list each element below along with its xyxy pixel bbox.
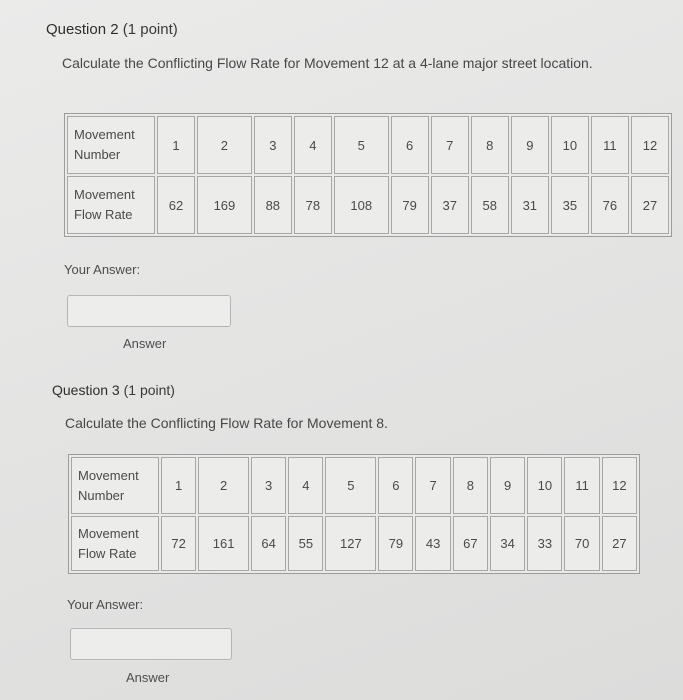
q2-question-text: Calculate the Conflicting Flow Rate for Movement 12 at a 4-lane major street location. (62, 55, 593, 71)
q2-number-header-line2: Number (74, 147, 121, 162)
q2-flow-rate-cell: 62 (157, 176, 195, 234)
q2-answer-caption: Answer (123, 336, 167, 351)
q2-number-header-line1: Movement (74, 127, 135, 142)
q2-flow-rate-cell: 78 (294, 176, 332, 234)
q2-flow-header-line2: Flow Rate (74, 207, 133, 222)
q2-flow-header (67, 176, 155, 234)
q2-flow-rate-cell: 37 (431, 176, 469, 234)
q2-flow-rate-cell: 35 (551, 176, 589, 234)
q3-movement-number-cell: 1 (161, 457, 196, 514)
q3-number-header-line2: Number (78, 487, 125, 503)
q3-flow-rate-cell: 161 (198, 516, 249, 571)
q3-flow-rate-cell: 43 (415, 516, 450, 571)
q2-flow-rate-cell: 88 (254, 176, 292, 234)
q2-your-answer-label: Your Answer: (64, 262, 141, 277)
q3-flow-rate-cell: 79 (378, 516, 413, 571)
q2-title-text: Question 2 (46, 21, 119, 38)
q3-movement-number-cell: 8 (453, 457, 488, 514)
q2-movement-number-cell: 2 (197, 116, 252, 174)
q3-flow-rate-cell: 55 (288, 516, 323, 571)
q3-flow-rate-cell: 72 (161, 516, 196, 571)
q3-flow-rate-cell: 70 (564, 516, 599, 571)
q3-number-header (71, 457, 159, 514)
q3-flow-header (71, 516, 159, 571)
q2-movement-table (64, 113, 672, 237)
q2-flow-rate-cell: 31 (511, 176, 549, 234)
q2-flow-rate-cell: 27 (631, 176, 669, 234)
q2-number-row (67, 116, 669, 174)
q2-movement-number-cell: 6 (391, 116, 429, 174)
q2-flow-rate-cell: 58 (471, 176, 509, 234)
q3-movement-number-cell: 10 (527, 457, 562, 514)
q3-movement-number-cell: 11 (564, 457, 599, 514)
q2-flow-rate-cell: 169 (197, 176, 252, 234)
q2-movement-number-cell: 5 (334, 116, 389, 174)
q2-movement-number-cell: 12 (631, 116, 669, 174)
q3-movement-number-cell: 9 (490, 457, 525, 514)
q3-movement-number-cell: 7 (415, 457, 450, 514)
q3-title (52, 382, 175, 398)
q2-flow-rate-cell: 108 (334, 176, 389, 234)
q3-movement-number-cell: 6 (378, 457, 413, 514)
q3-movement-number-cell: 3 (251, 457, 286, 514)
q3-flow-row (71, 516, 637, 571)
q2-movement-number-cell: 11 (591, 116, 629, 174)
q2-flow-row (67, 176, 669, 234)
q2-movement-number-cell: 10 (551, 116, 589, 174)
q3-points: (1 point) (123, 382, 175, 398)
q3-number-header-line1: Movement (78, 467, 139, 483)
q2-movement-number-cell: 3 (254, 116, 292, 174)
q3-flow-header-line2: Flow Rate (78, 545, 137, 561)
q2-movement-number-cell: 9 (511, 116, 549, 174)
q3-title-text: Question 3 (52, 382, 120, 398)
q2-flow-rate-cell: 76 (591, 176, 629, 234)
q3-movement-table (68, 454, 640, 574)
q3-movement-number-cell: 12 (602, 457, 637, 514)
q3-answer-caption: Answer (126, 670, 170, 685)
q2-movement-number-cell: 7 (431, 116, 469, 174)
q3-flow-rate-cell: 27 (602, 516, 637, 571)
q2-movement-number-cell: 4 (294, 116, 332, 174)
q2-number-header (67, 116, 155, 174)
q2-answer-input[interactable] (67, 295, 231, 327)
q3-number-row (71, 457, 637, 514)
q3-flow-rate-cell: 64 (251, 516, 286, 571)
q3-flow-header-line1: Movement (78, 525, 139, 541)
q2-movement-number-cell: 8 (471, 116, 509, 174)
q3-movement-number-cell: 4 (288, 457, 323, 514)
q3-flow-rate-cell: 34 (490, 516, 525, 571)
q2-movement-number-cell: 1 (157, 116, 195, 174)
q3-question-text: Calculate the Conflicting Flow Rate for Movement 8. (65, 415, 388, 431)
q3-your-answer-label: Your Answer: (67, 597, 144, 612)
q3-flow-rate-cell: 33 (527, 516, 562, 571)
q3-movement-number-cell: 5 (325, 457, 376, 514)
q2-flow-header-line1: Movement (74, 187, 135, 202)
q2-title (46, 21, 178, 38)
q2-points: (1 point) (122, 21, 178, 38)
q2-flow-rate-cell: 79 (391, 176, 429, 234)
q3-movement-number-cell: 2 (198, 457, 249, 514)
q3-flow-rate-cell: 67 (453, 516, 488, 571)
q3-answer-input[interactable] (70, 628, 232, 660)
q3-flow-rate-cell: 127 (325, 516, 376, 571)
